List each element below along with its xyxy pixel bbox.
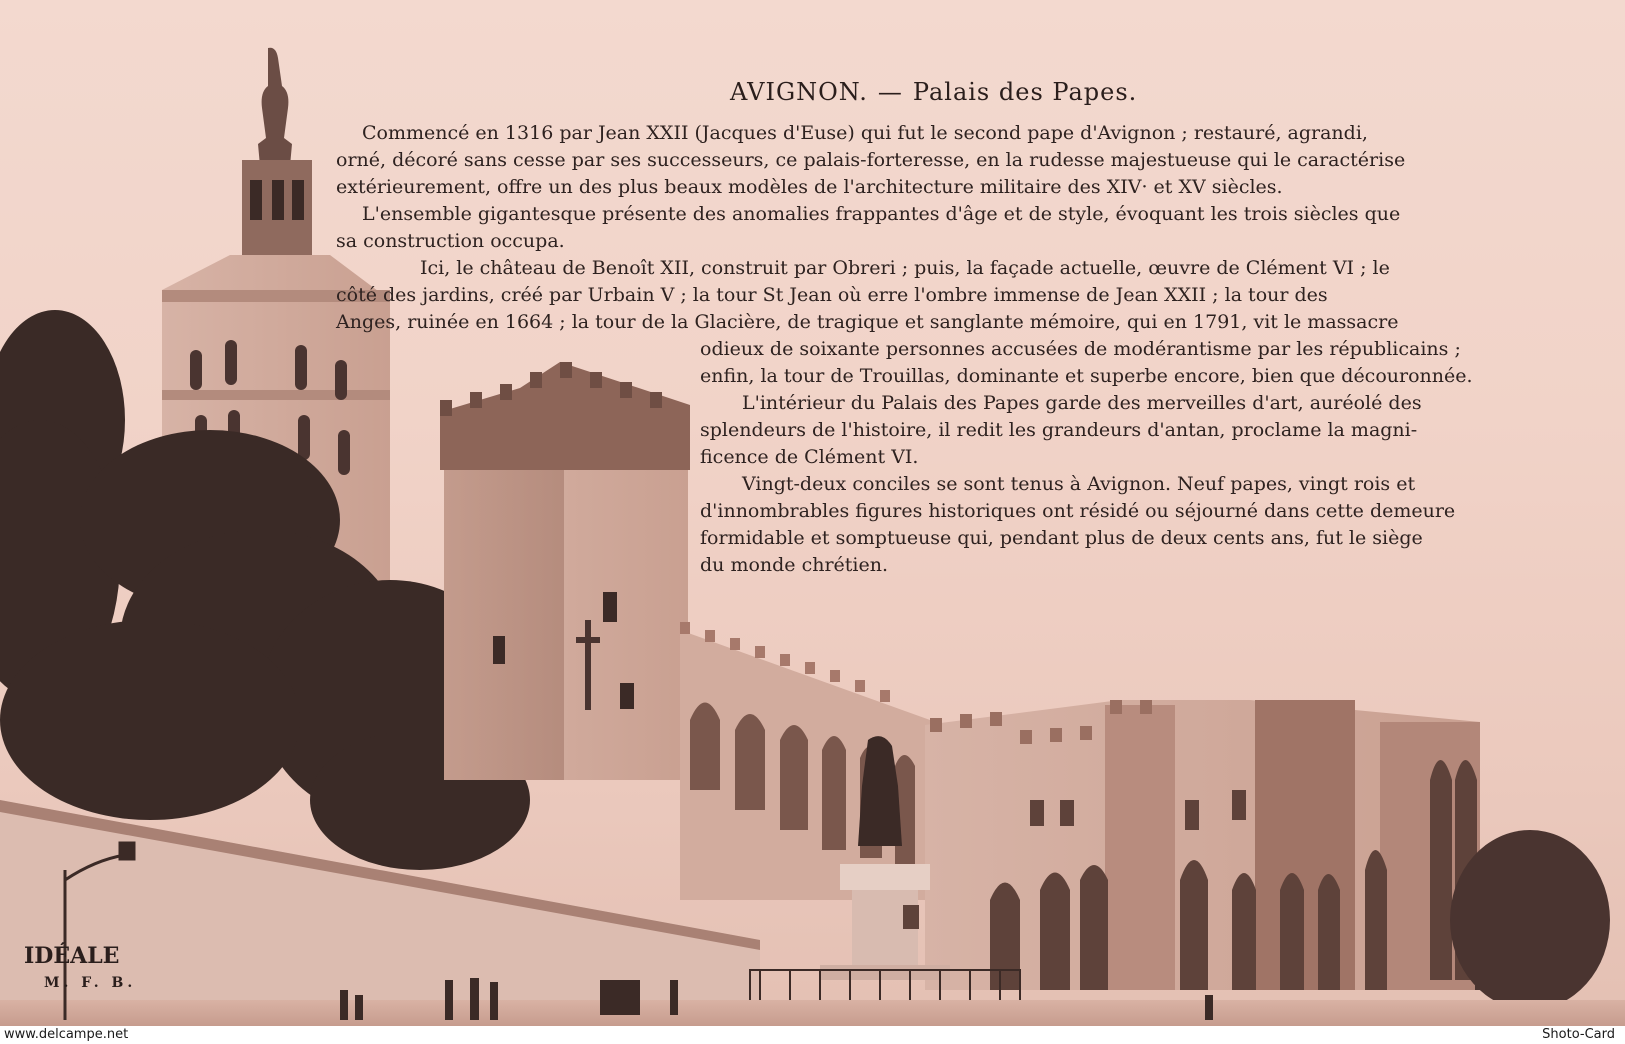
caption-line: côté des jardins, créé par Urbain V ; la tour St Jean où erre l'ombre immense de Jean XXII ; la tour des: [336, 284, 1328, 306]
caption-line: Ici, le château de Benoît XII, construit par Obreri ; puis, la façade actuelle, œuvre de Clément VI ; le: [420, 257, 1390, 279]
caption-line: L'intérieur du Palais des Papes garde des merveilles d'art, auréolé des: [742, 392, 1422, 414]
caption-line: d'innombrables figures historiques ont résidé ou séjourné dans cette demeure: [700, 500, 1456, 522]
title-subject: Palais des Papes.: [912, 78, 1138, 106]
caption-line: du monde chrétien.: [700, 554, 889, 576]
caption-line: L'ensemble gigantesque présente des anomalies frappantes d'âge et de style, évoquant les trois siècles que: [362, 203, 1401, 225]
caption-line: enfin, la tour de Trouillas, dominante et superbe encore, bien que découronnée.: [700, 365, 1473, 387]
caption-line: Anges, ruinée en 1664 ; la tour de la Glacière, de tragique et sanglante mémoire, qui en 1791, vit le massacre: [336, 311, 1399, 333]
palace-facade: [925, 700, 1480, 990]
caption-line: Vingt-deux conciles se sont tenus à Avignon. Neuf papes, vingt rois et: [742, 473, 1416, 495]
square-ground: [0, 1000, 1625, 1026]
caption-title: [730, 78, 1137, 106]
caption-line: extérieurement, offre un des plus beaux modèles de l'architecture militaire des XIV· et XV siècles.: [336, 176, 1283, 198]
watermark-bar: [0, 1026, 1625, 1044]
caption-line: splendeurs de l'histoire, il redit les grandeurs d'antan, proclame la magni-: [700, 419, 1418, 441]
title-place: AVIGNON.: [730, 78, 868, 106]
trees-right: [1450, 830, 1610, 1010]
caption-line: ficence de Clément VI.: [700, 446, 919, 468]
watermark-left: www.delcampe.net: [4, 1027, 129, 1042]
caption-line: sa construction occupa.: [336, 230, 565, 252]
watermark-right: Shoto-Card: [1542, 1027, 1615, 1042]
title-separator: —: [877, 78, 903, 106]
caption-line: formidable et somptueuse qui, pendant plus de deux cents ans, fut le siège: [700, 527, 1423, 549]
caption-line: Commencé en 1316 par Jean XXII (Jacques d'Euse) qui fut le second pape d'Avignon ; restauré, agrandi,: [362, 122, 1368, 144]
caption-line: odieux de soixante personnes accusées de modérantisme par les républicains ;: [700, 338, 1461, 360]
keep-tower: [440, 362, 690, 780]
publisher-initials: M. F. B.: [44, 975, 137, 991]
caption-line: orné, décoré sans cesse par ses successeurs, ce palais-forteresse, en la rudesse majestueuse qui le caractérise: [336, 149, 1406, 171]
publisher-name: IDÉALE: [24, 943, 120, 969]
